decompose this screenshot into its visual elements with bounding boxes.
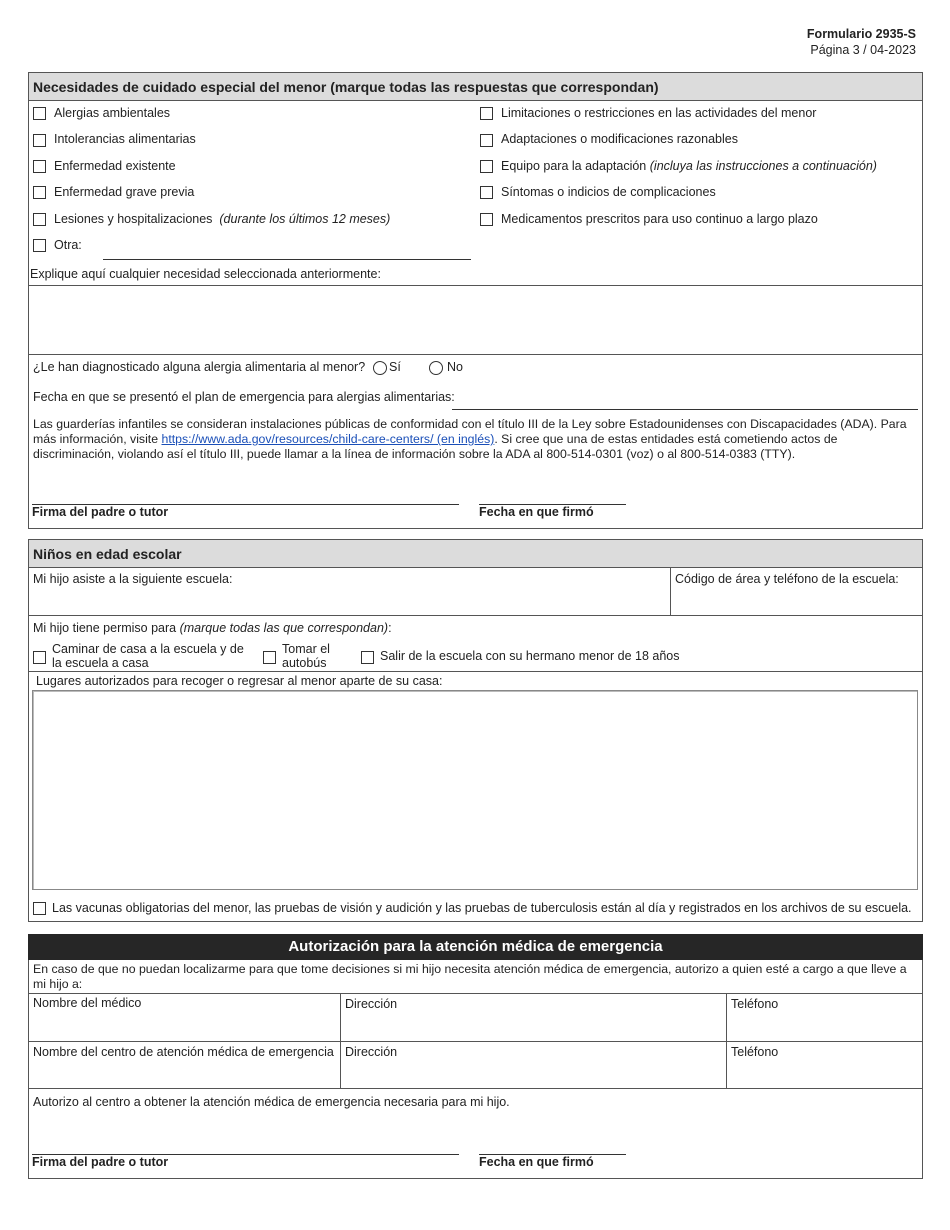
- divider: [28, 615, 923, 616]
- plan-date-label: Fecha en que se presentó el plan de emergencia para alergias alimentarias:: [33, 390, 455, 404]
- explain-label: Explique aquí cualquier necesidad seleccionada anteriormente:: [30, 267, 381, 281]
- places-label: Lugares autorizados para recoger o regresar al menor aparte de su casa:: [36, 674, 443, 688]
- checkbox-vaccines-current[interactable]: [33, 902, 46, 915]
- special-needs-title: Necesidades de cuidado especial del menor (marque todas las respuestas que correspondan): [33, 79, 659, 95]
- center-address-label: Dirección: [345, 1045, 398, 1059]
- emergency-header: [28, 934, 923, 960]
- emergency-intro: En caso de que no puedan localizarme para que tome decisiones si mi hijo necesita atención médica de emergencia, autorizo a quien esté a cargo a que lleve a mi hijo a:: [33, 962, 907, 991]
- injuries-note: (durante los últimos 12 meses): [219, 212, 391, 226]
- divider: [28, 993, 923, 994]
- walk-label-line: la escuela a casa: [52, 656, 149, 670]
- option-label: Adaptaciones o modificaciones razonables: [501, 132, 738, 146]
- option-label: Intolerancias alimentarias: [54, 132, 196, 146]
- option-label: Enfermedad grave previa: [54, 185, 195, 199]
- walk-label-line: Caminar de casa a la escuela y de: [52, 642, 244, 656]
- checkbox-walk-to-school[interactable]: [33, 651, 46, 664]
- explain-textarea[interactable]: [29, 286, 922, 354]
- option-label: Medicamentos prescritos para uso continuo a largo plazo: [501, 212, 818, 226]
- emergency-title: Autorización para la atención médica de emergencia: [288, 938, 663, 955]
- bus-label-line: Tomar el: [282, 642, 330, 656]
- checkbox-activity-limitations[interactable]: [480, 107, 493, 120]
- school-age-header: [28, 539, 923, 568]
- ada-notice: [33, 417, 918, 462]
- form-number: Formulario 2935-S: [806, 27, 916, 41]
- divider: [28, 1041, 923, 1042]
- checkbox-leave-with-sibling[interactable]: [361, 651, 374, 664]
- checkbox-previous-serious-illness[interactable]: [33, 186, 46, 199]
- bus-label-line: autobús: [282, 656, 327, 670]
- radio-no-label: No: [447, 360, 463, 374]
- checkbox-prescribed-medications[interactable]: [480, 213, 493, 226]
- divider: [670, 568, 671, 615]
- doctor-address-label: Dirección: [345, 997, 398, 1011]
- center-phone-label: Teléfono: [731, 1045, 779, 1059]
- date-signed-label: Fecha en que firmó: [479, 505, 594, 519]
- permission-colon: :: [388, 621, 392, 635]
- checkbox-take-bus[interactable]: [263, 651, 276, 664]
- ada-link[interactable]: https://www.ada.gov/resources/child-care-centers/ (en inglés): [161, 432, 495, 446]
- school-age-title: Niños en edad escolar: [33, 546, 182, 562]
- option-label: Limitaciones o restricciones en las actividades del menor: [501, 106, 817, 120]
- permission-note: (marque todas las que correspondan): [179, 621, 389, 635]
- checkbox-food-intolerances[interactable]: [33, 134, 46, 147]
- emergency-date-label: Fecha en que firmó: [479, 1155, 594, 1169]
- equipment-note: (incluya las instrucciones a continuación): [649, 159, 877, 173]
- authorize-text: Autorizo al centro a obtener la atención médica de emergencia necesaria para mi hijo.: [33, 1095, 510, 1109]
- permission-text: Mi hijo tiene permiso para: [33, 621, 180, 635]
- emergency-signature-label: Firma del padre o tutor: [32, 1155, 169, 1169]
- option-label: Síntomas o indicios de complicaciones: [501, 185, 716, 199]
- doctor-phone-label: Teléfono: [731, 997, 779, 1011]
- vaccines-label: Las vacunas obligatorias del menor, las pruebas de visión y audición y las pruebas de tuberculosis están al día y registrados en los archivos de su escuela.: [52, 901, 912, 915]
- checkbox-environmental-allergies[interactable]: [33, 107, 46, 120]
- center-label: Nombre del centro de atención médica de emergencia: [33, 1045, 334, 1059]
- equipment-label: Equipo para la adaptación: [501, 159, 647, 173]
- injuries-label: Lesiones y hospitalizaciones: [54, 212, 213, 226]
- permission-label: [33, 621, 392, 635]
- checkbox-existing-illness[interactable]: [33, 160, 46, 173]
- ada-text: . Si cree que una de estas entidades está cometiendo actos de discriminación, violando así el título III, puede llamar a la línea de información sobre la ADA al 800-514-0301 (voz) o al 800-514-0383 (TTY).: [33, 432, 838, 461]
- page-info: Página 3 / 04-2023: [810, 43, 916, 57]
- radio-allergy-no[interactable]: [429, 361, 443, 375]
- sibling-label: Salir de la escuela con su hermano menor de 18 años: [380, 649, 680, 663]
- checkbox-injuries-hospitalizations[interactable]: [33, 213, 46, 226]
- divider: [28, 354, 923, 355]
- radio-yes-label: Sí: [389, 360, 401, 374]
- other-input-line[interactable]: [103, 259, 471, 260]
- option-label: [501, 159, 877, 173]
- allergy-question: ¿Le han diagnosticado alguna alergia alimentaria al menor?: [33, 360, 366, 374]
- option-label: [54, 212, 390, 226]
- places-textarea[interactable]: [32, 690, 918, 890]
- school-phone-label: Código de área y teléfono de la escuela:: [675, 572, 899, 586]
- form-header: [807, 27, 916, 57]
- bus-label: [282, 642, 330, 670]
- divider: [28, 1088, 923, 1089]
- option-label: Alergias ambientales: [54, 106, 171, 120]
- ada-text: Las guarderías infantiles se consideran instalaciones públicas de conformidad con el título III de la Ley sobre Estadounidenses con Discapacidades (ADA). Para más información, visite: [33, 417, 907, 446]
- option-label: Otra:: [54, 238, 82, 252]
- walk-label: [52, 642, 244, 670]
- checkbox-other[interactable]: [33, 239, 46, 252]
- checkbox-symptoms-complications[interactable]: [480, 186, 493, 199]
- divider: [28, 671, 923, 672]
- radio-allergy-yes[interactable]: [373, 361, 387, 375]
- plan-date-input-line[interactable]: [452, 409, 918, 410]
- signature-label: Firma del padre o tutor: [32, 505, 169, 519]
- special-needs-header: [28, 72, 923, 101]
- checkbox-reasonable-accommodations[interactable]: [480, 134, 493, 147]
- school-label: Mi hijo asiste a la siguiente escuela:: [33, 572, 233, 586]
- option-label: Enfermedad existente: [54, 159, 176, 173]
- checkbox-adaptive-equipment[interactable]: [480, 160, 493, 173]
- doctor-label: Nombre del médico: [33, 996, 142, 1010]
